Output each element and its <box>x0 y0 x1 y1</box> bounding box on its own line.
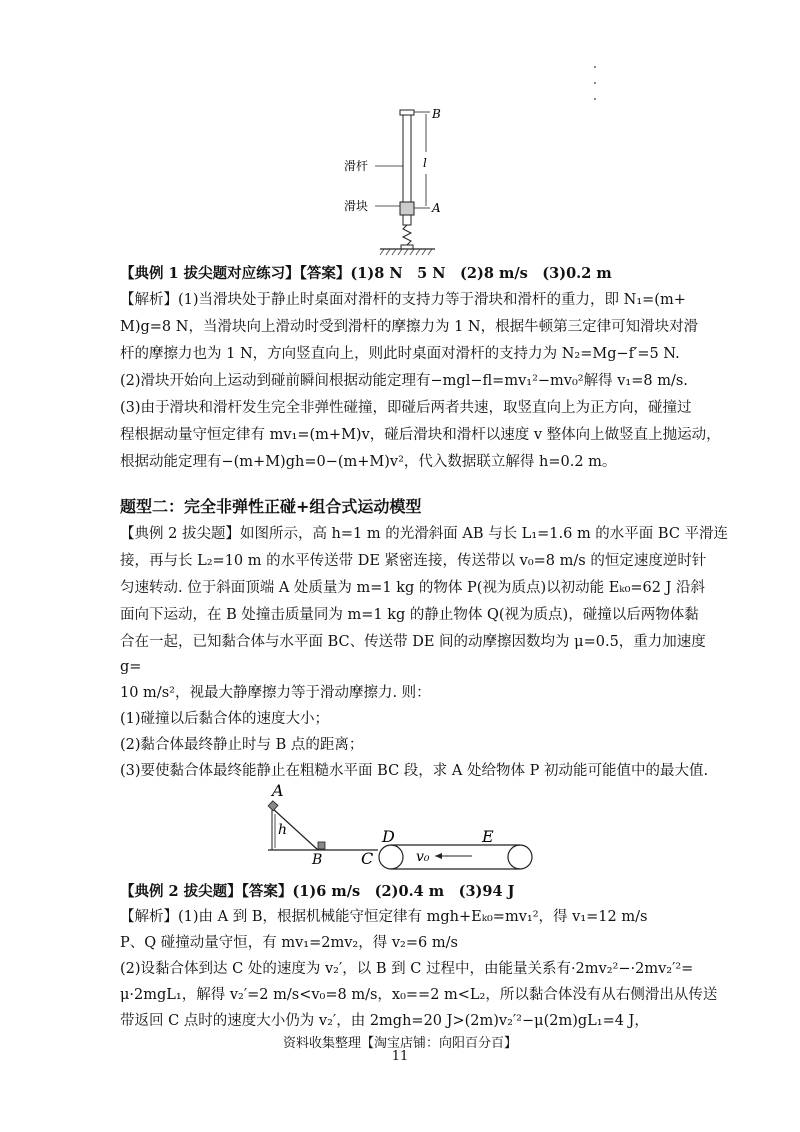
problem2-line-9: (2)黏合体最终静止时与 B 点的距离； <box>120 737 364 753</box>
analysis1-line-7: 根据动能定理有−(m+M)gh=0−(m+M)v²，代入数据联立解得 h=0.2 m。 <box>120 454 617 470</box>
block-shape <box>400 202 414 215</box>
label-A: A <box>432 201 441 215</box>
problem2-line-2: 接，再与长 L₂=10 m 的水平传送带 DE 紧密连接，传送带以 v₀=8 m/s 的恒定速度逆时针 <box>120 553 707 569</box>
label-l: l <box>423 156 427 170</box>
problem2-line-8: (1)碰撞以后黏合体的速度大小； <box>120 711 330 727</box>
object-Q <box>318 842 325 849</box>
fig2-label-v0: v₀ <box>416 849 430 865</box>
decorative-dots <box>592 66 598 106</box>
problem2-line-7: 10 m/s²，视最大静摩擦力等于滑动摩擦力. 则： <box>120 685 431 701</box>
problem2-line-10: (3)要使黏合体最终能静止在粗糙水平面 BC 段，求 A 处给物体 P 初动能可能值中的最大值. <box>120 763 709 779</box>
answer1-header: 【典例 1 拔尖题对应练习】【答案】(1)8 N 5 N (2)8 m/s (3)0.2 m <box>120 265 612 282</box>
analysis1-line-1: 【解析】(1)当滑块处于静止时桌面对滑杆的支持力等于滑块和滑杆的重力，即 N₁=(m+ <box>120 292 686 308</box>
fig2-label-h: h <box>278 822 288 838</box>
answer2-header: 【典例 2 拔尖题】【答案】(1)6 m/s (2)0.4 m (3)94 J <box>120 883 515 900</box>
analysis1-line-3: 杆的摩擦力也为 1 N，方向竖直向上，则此时桌面对滑杆的支持力为 N₂=Mg−f′=5 N. <box>120 346 680 362</box>
fig2-label-E: E <box>482 827 494 846</box>
problem2-line-3: 匀速转动. 位于斜面顶端 A 处质量为 m=1 kg 的物体 P(视为质点)以初动能 Eₖ₀=62 J 沿斜 <box>120 580 706 596</box>
analysis2-line-2: P、Q 碰撞动量守恒，有 mv₁=2mv₂，得 v₂=6 m/s <box>120 935 458 951</box>
problem2-line-4: 面向下运动，在 B 处撞击质量同为 m=1 kg 的静止物体 Q(视为质点)，碰撞以后两物体黏 <box>120 607 699 623</box>
page-number: 11 <box>391 1049 409 1064</box>
figure-incline-conveyor <box>260 778 540 870</box>
label-rod: 滑杆 <box>344 159 369 173</box>
fig2-label-A: A <box>272 781 284 800</box>
analysis1-line-4: (2)滑块开始向上运动到碰前瞬间根据动能定理有−mgl−fl=mv₁²−mv₀²解得 v₁=8 m/s. <box>120 373 688 389</box>
analysis1-line-6: 程根据动量守恒定律有 mv₁=(m+M)v，碰后滑块和滑杆以速度 v 整体向上做竖直上抛运动， <box>120 427 721 443</box>
footer-text: 资料收集整理【淘宝店铺：向阳百分百】 <box>282 1036 517 1051</box>
fig2-label-D: D <box>382 827 395 846</box>
figure-rod-block <box>340 100 470 260</box>
problem2-line-5: 合在一起，已知黏合体与水平面 BC、传送带 DE 间的动摩擦因数均为 μ=0.5，重力加速度 <box>120 634 706 650</box>
fig2-label-B: B <box>312 852 323 868</box>
analysis1-line-2: M)g=8 N，当滑块向上滑动时受到滑杆的摩擦力为 1 N，根据牛顿第三定律可知滑块对滑 <box>120 319 699 335</box>
problem2-line-6: g= <box>120 659 142 675</box>
label-B: B <box>432 107 441 121</box>
analysis2-line-3: (2)设黏合体到达 C 处的速度为 v₂′，以 B 到 C 过程中，由能量关系有·2mv₂²−·2mv₂′²= <box>120 961 694 977</box>
analysis2-line-4: μ·2mgL₁，解得 v₂′=2 m/s<v₀=8 m/s，x₀==2 m<L₂，所以黏合体没有从右侧滑出从传送 <box>120 987 718 1003</box>
fig2-label-C: C <box>361 849 374 868</box>
problem2-line-1: 【典例 2 拔尖题】如图所示，高 h=1 m 的光滑斜面 AB 与长 L₁=1.6 m 的水平面 BC 平滑连 <box>120 526 729 542</box>
label-block: 滑块 <box>344 199 369 213</box>
analysis2-line-1: 【解析】(1)由 A 到 B，根据机械能守恒定律有 mgh+Eₖ₀=mv₁²，得 v₁=12 m/s <box>120 909 648 925</box>
section2-title: 题型二：完全非弹性正碰+组合式运动模型 <box>120 497 422 516</box>
analysis1-line-5: (3)由于滑块和滑杆发生完全非弹性碰撞，即碰后两者共速，取竖直向上为正方向，碰撞过 <box>120 400 692 416</box>
analysis2-line-5: 带返回 C 点时的速度大小仍为 v₂′，由 2mgh=20 J>(2m)v₂′²−μ(2m)gL₁=4 J， <box>120 1013 649 1029</box>
object-P <box>268 801 278 811</box>
